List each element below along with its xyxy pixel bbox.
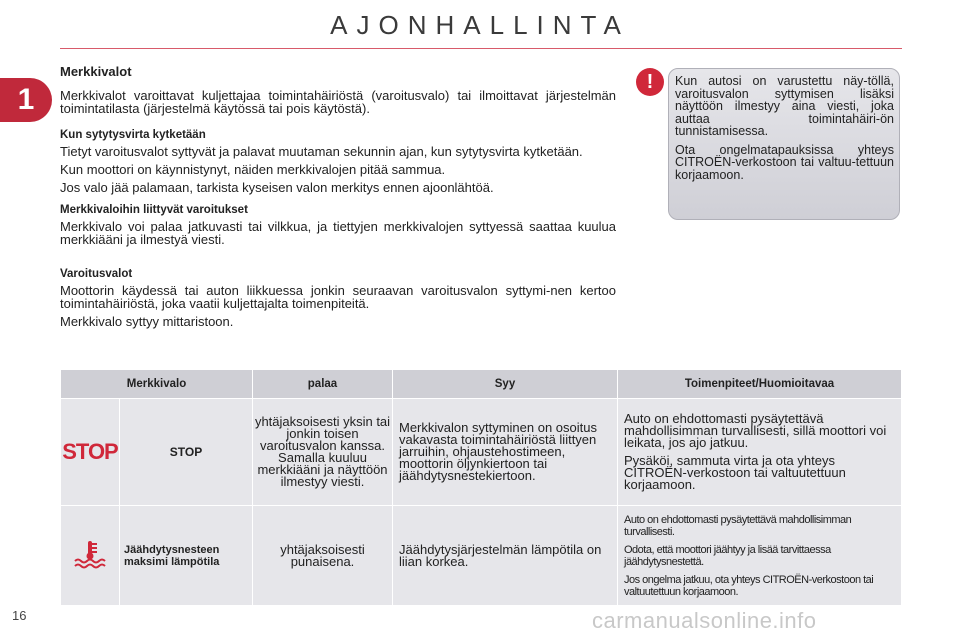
- warning-exclamation-icon: !: [636, 68, 664, 96]
- paragraph: Moottorin käydessä tai auton liikkuessa jonkin seuraavan varoitusvalon syttymi-nen kertoo toimintahäiriöstä, joka vaatii kuljettajalta toimenpiteitä.: [60, 283, 616, 311]
- icon-cell: [61, 399, 120, 506]
- header-divider: [60, 48, 902, 49]
- action-cell: [618, 506, 902, 606]
- paragraph: Tietyt varoitusvalot syttyvät ja palavat muutaman sekunnin ajan, kun sytytysvirta kytketään.: [60, 144, 583, 159]
- table-header-row: [61, 370, 902, 399]
- syy-cell: Jäähdytysjärjestelmän lämpötila on liian korkea.: [393, 506, 618, 606]
- action-cell: [618, 399, 902, 506]
- table-row: [61, 399, 902, 506]
- syy-cell: Merkkivalon syttyminen on osoitus vakavasta toimintahäiriöstä liittyen jarruihin, ohjaustehostimeen, moottorin öljynkiertoon tai jäähdytysnestekiertoon.: [393, 399, 618, 506]
- action-text: Jos ongelma jatkuu, ota yhteys CITROËN-verkostoon tai valtuutettuun korjaamoon.: [624, 573, 874, 598]
- note-paragraph: Kun autosi on varustettu näy-töllä, varoitusvalon syttymisen lisäksi näyttöön ilmestyy aina viesti, joka auttaa toimintahäiri-ön tunnistamisessa.: [675, 74, 894, 138]
- chapter-tab[interactable]: 1: [0, 78, 52, 122]
- subheading-ignition: Kun sytytysvirta kytketään: [60, 129, 206, 141]
- palaa-cell: yhtäjaksoisesti yksin tai jonkin toisen varoitusvalon kanssa. Samalla kuuluu merkkiääni ja näyttöön ilmestyy viesti.: [253, 399, 393, 506]
- subheading-warning-lights: Varoitusvalot: [60, 268, 133, 280]
- note-paragraph: Ota ongelmatapauksissa yhteys CITROËN-verkostoon tai valtuu-tettuun korjaamoon.: [675, 142, 894, 182]
- watermark: carmanualsonline.info: [592, 608, 817, 633]
- paragraph: Merkkivalo syttyy mittaristoon.: [60, 314, 234, 329]
- column-header: Toimenpiteet/Huomioitavaa: [618, 370, 902, 399]
- table-row: [61, 506, 902, 606]
- action-text: Auto on ehdottomasti pysäytettävä mahdollisimman turvallisesti, sillä moottori voi leikata, jos ajo jatkuu.: [624, 411, 887, 450]
- column-header: Merkkivalo: [61, 370, 253, 399]
- note-box: [668, 68, 900, 220]
- stop-icon: STOP: [62, 439, 118, 464]
- intro-paragraph: Merkkivalot varoittavat kuljettajaa toimintahäiriöstä (varoitusvalo) tai ilmoittavat järjestelmän toimintatilasta (järjestelmä käytössä tai pois käytöstä).: [60, 88, 616, 116]
- palaa-cell: yhtäjaksoisesti punaisena.: [253, 506, 393, 606]
- section-heading: Merkkivalot: [60, 64, 132, 79]
- action-text: Auto on ehdottomasti pysäytettävä mahdollisimman turvallisesti.: [624, 513, 852, 538]
- warning-lights-table: [60, 369, 902, 606]
- paragraph: Jos valo jää palamaan, tarkista kyseisen valon merkitys ennen ajoonlähtöä.: [60, 180, 494, 195]
- page-number: 16: [12, 608, 27, 623]
- warning-name: Jäähdytysnesteen maksimi lämpötila: [120, 506, 253, 606]
- action-text: Odota, että moottori jäähtyy ja lisää tarvittaessa jäähdytysnestettä.: [624, 543, 831, 568]
- action-text: Pysäköi, sammuta virta ja ota yhteys CITROËN-verkostoon tai valtuutettuun korjaamoon.: [624, 453, 846, 492]
- paragraph: Merkkivalo voi palaa jatkuvasti tai vilkkua, ja tiettyjen merkkivalojen syttyessä saattaa kuulua merkkiääni ja ilmestyä viesti.: [60, 219, 616, 247]
- paragraph: Kun moottori on käynnistynyt, näiden merkkivalojen pitää sammua.: [60, 162, 446, 177]
- subheading-warnings: Merkkivaloihin liittyvät varoitukset: [60, 204, 248, 216]
- icon-cell: [61, 506, 120, 606]
- warning-name: STOP: [120, 399, 253, 506]
- column-header: Syy: [393, 370, 618, 399]
- column-header: palaa: [253, 370, 393, 399]
- main-content: [60, 64, 616, 333]
- coolant-temperature-icon: [73, 539, 107, 569]
- page-title: AJONHALLINTA: [330, 10, 630, 40]
